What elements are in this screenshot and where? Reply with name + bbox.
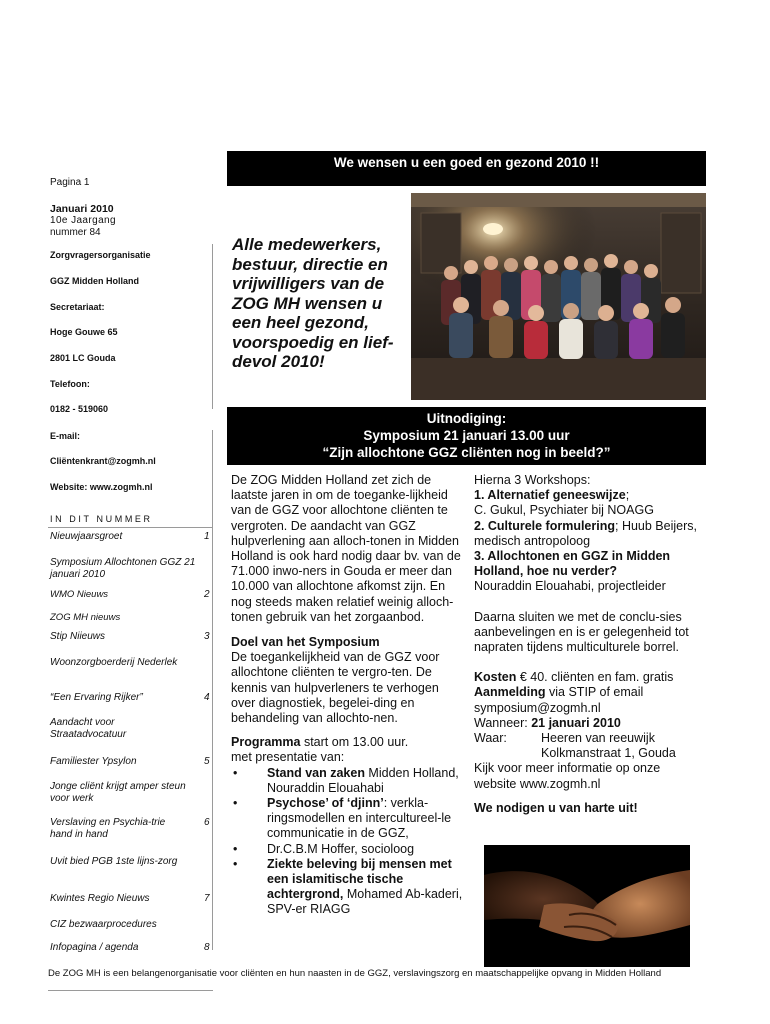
workshop-2: 2. Culturele formulering; Huub Beijers, medisch antropoloog [474, 518, 697, 548]
wanneer-line: Wanneer: 21 januari 2010 [474, 715, 621, 730]
waar-line: Waar: Heeren van reeuwijk [474, 731, 655, 746]
symposium-email[interactable]: symposium@zogmh.nl [474, 700, 601, 715]
issue-number: nummer 84 [50, 227, 101, 238]
toc-divider [48, 527, 213, 528]
invitation-label: Uitnodiging: [426, 411, 507, 426]
address-street: Hoge Gouwe 65 [50, 327, 118, 337]
toc-page: 7 [204, 893, 210, 904]
toc-page: 3 [204, 631, 210, 642]
toc-page: 1 [204, 531, 210, 542]
toc-page: 8 [204, 942, 210, 953]
programma-sub: met presentatie van: [231, 750, 345, 765]
issue-volume: 10e Jaargang [50, 215, 116, 226]
top-banner-text: We wensen u een goed en gezond 2010 !! [333, 155, 600, 170]
toc-item[interactable]: Aandacht voor Straatadvocatuur [50, 717, 127, 740]
toc-item[interactable]: Infopagina / agenda [50, 942, 139, 953]
intro-paragraph: De ZOG Midden Holland zet zich de laatste jaren in om de toeganke-lijkheid van de GGZ voor allochtone cliënten te vergroten. De aandacht van GGZ hulpverlening aan alloch-tonen in Midden Holland is ook hard nodig daar bv. van de 71.000 inwo-ners in Gouda er meer dan 10.000 van allochtone afkomst zijn. En nog steeds maken relatief weinig alloch-tonen gebruik van het zorgaanbod. [231, 473, 461, 624]
symposium-title: “Zijn allochtone GGZ cliënten nog in beeld?” [322, 445, 611, 460]
org-label: Zorgvragersorganisatie [50, 250, 151, 260]
toc-item[interactable]: Jonge cliënt krijgt amper steun voor werk [50, 781, 186, 804]
hands-photo [484, 845, 690, 967]
workshop-3: 3. Allochtonen en GGZ in Midden Holland, hoe nu verder? [474, 549, 671, 579]
top-banner [227, 151, 706, 186]
list-item: • Ziekte beleving bij mensen met een islamitische tische achtergrond, Mohamed Ab-kaderi, SPV-er RIAGG [231, 857, 463, 918]
toc-item[interactable]: Symposium Allochtonen GGZ 21 januari 2010 [50, 557, 196, 580]
toc-page: 4 [204, 692, 210, 703]
article-column-1 [231, 473, 463, 918]
email-label: E-mail: [50, 431, 81, 441]
toc-page: 2 [204, 589, 210, 600]
doel-paragraph: De toegankelijkheid van de GGZ voor allochtone cliënten te vergro-ten. De kennis van hulpverleners te verhogen over diagnostiek, begelei-ding en behandeling van allochto-nen. [231, 650, 440, 726]
website-link[interactable]: Website: www.zogmh.nl [50, 482, 153, 492]
programma-list [231, 766, 463, 918]
more-info: Kijk voor meer informatie op onze website www.zogmh.nl [474, 761, 661, 791]
workshops-title: Hierna 3 Workshops: [474, 473, 591, 487]
workshop-1-speaker: C. Gukul, Psychiater bij NOAGG [474, 503, 654, 518]
org-name: GGZ Midden Holland [50, 276, 139, 286]
sidebar [50, 177, 215, 239]
list-item: • Stand van zaken Midden Holland, Nouraddin Elouahabi [231, 766, 463, 796]
article-column-2 [474, 473, 706, 816]
kosten-line: Kosten € 40. cliënten en fam. gratis [474, 670, 674, 685]
programma-line: Programma start om 13.00 uur. [231, 735, 409, 750]
symposium-date: Symposium 21 januari 13.00 uur [363, 428, 570, 443]
page-number: Pagina 1 [50, 177, 90, 188]
invite-closing: We nodigen u van harte uit! [474, 800, 638, 815]
toc-item[interactable]: Verslaving en Psychia-trie hand in hand [50, 817, 166, 840]
toc-item[interactable]: Stip Niieuws [50, 631, 106, 642]
phone-number: 0182 - 519060 [50, 404, 109, 414]
workshop-1: 1. Alternatief geneeswijze; [474, 488, 630, 503]
toc-item[interactable]: Kwintes Regio Nieuws [50, 893, 150, 904]
waar-line-2: Kolkmanstraat 1, Gouda [541, 746, 676, 761]
list-item: • Dr.C.B.M Hoffer, socioloog [231, 842, 463, 857]
workshop-3-speaker: Nouraddin Elouahabi, projectleider [474, 579, 666, 594]
phone-label: Telefoon: [50, 379, 90, 389]
sidebar-divider-2 [212, 430, 213, 950]
toc-item[interactable]: WMO Nieuws [50, 589, 109, 600]
greeting-text: Alle medewerkers, bestuur, directie en vrijwilligers van de ZOG MH wensen u een heel gezond, voorspoedig en lief-devol 2010! [232, 235, 394, 371]
toc-item[interactable]: Woonzorgboerderij Nederlek [50, 657, 178, 668]
doel-heading: Doel van het Symposium [231, 635, 380, 650]
toc-item[interactable]: Familiester Ypsylon [50, 756, 137, 767]
footer-divider [48, 990, 213, 991]
toc-item[interactable]: Uvit bied PGB 1ste lijns-zorg [50, 856, 178, 867]
hands-photo-image [484, 845, 690, 967]
aanmelding-line: Aanmelding via STIP of email [474, 685, 644, 700]
address-postcode: 2801 LC Gouda [50, 353, 116, 363]
toc-page: 5 [204, 756, 210, 767]
toc-item[interactable]: CIZ bezwaarprocedures [50, 919, 157, 930]
group-photo-image [411, 193, 706, 400]
toc-item[interactable]: Nieuwjaarsgroet [50, 531, 123, 542]
secretariat-label: Secretariaat: [50, 302, 105, 312]
footer-text: De ZOG MH is een belangenorganisatie voor cliënten en hun naasten in de GGZ, verslavingszorg en maatschappelijke opvang in Midden Holland [48, 968, 662, 979]
sidebar-divider-1 [212, 244, 213, 409]
toc-title: IN DIT NUMMER [50, 514, 153, 524]
email-address[interactable]: Cliëntenkrant@zogmh.nl [50, 456, 156, 466]
invitation-banner [227, 407, 706, 465]
group-photo [411, 193, 706, 400]
toc-item[interactable]: “Een Ervaring Rijker” [50, 692, 143, 703]
list-item: • Psychose’ of ‘djinn’: verkla-ringsmodellen en intercultureel-le communicatie in de GGZ, [231, 796, 463, 842]
issue-date: Januari 2010 [50, 203, 114, 215]
toc-page: 6 [204, 817, 210, 828]
toc-item[interactable]: ZOG MH nieuws [50, 612, 121, 623]
closing-paragraph: Daarna sluiten we met de conclu-sies aanbevelingen en is er gelegenheid tot napraten tijdens multiculturele borrel. [474, 609, 689, 655]
